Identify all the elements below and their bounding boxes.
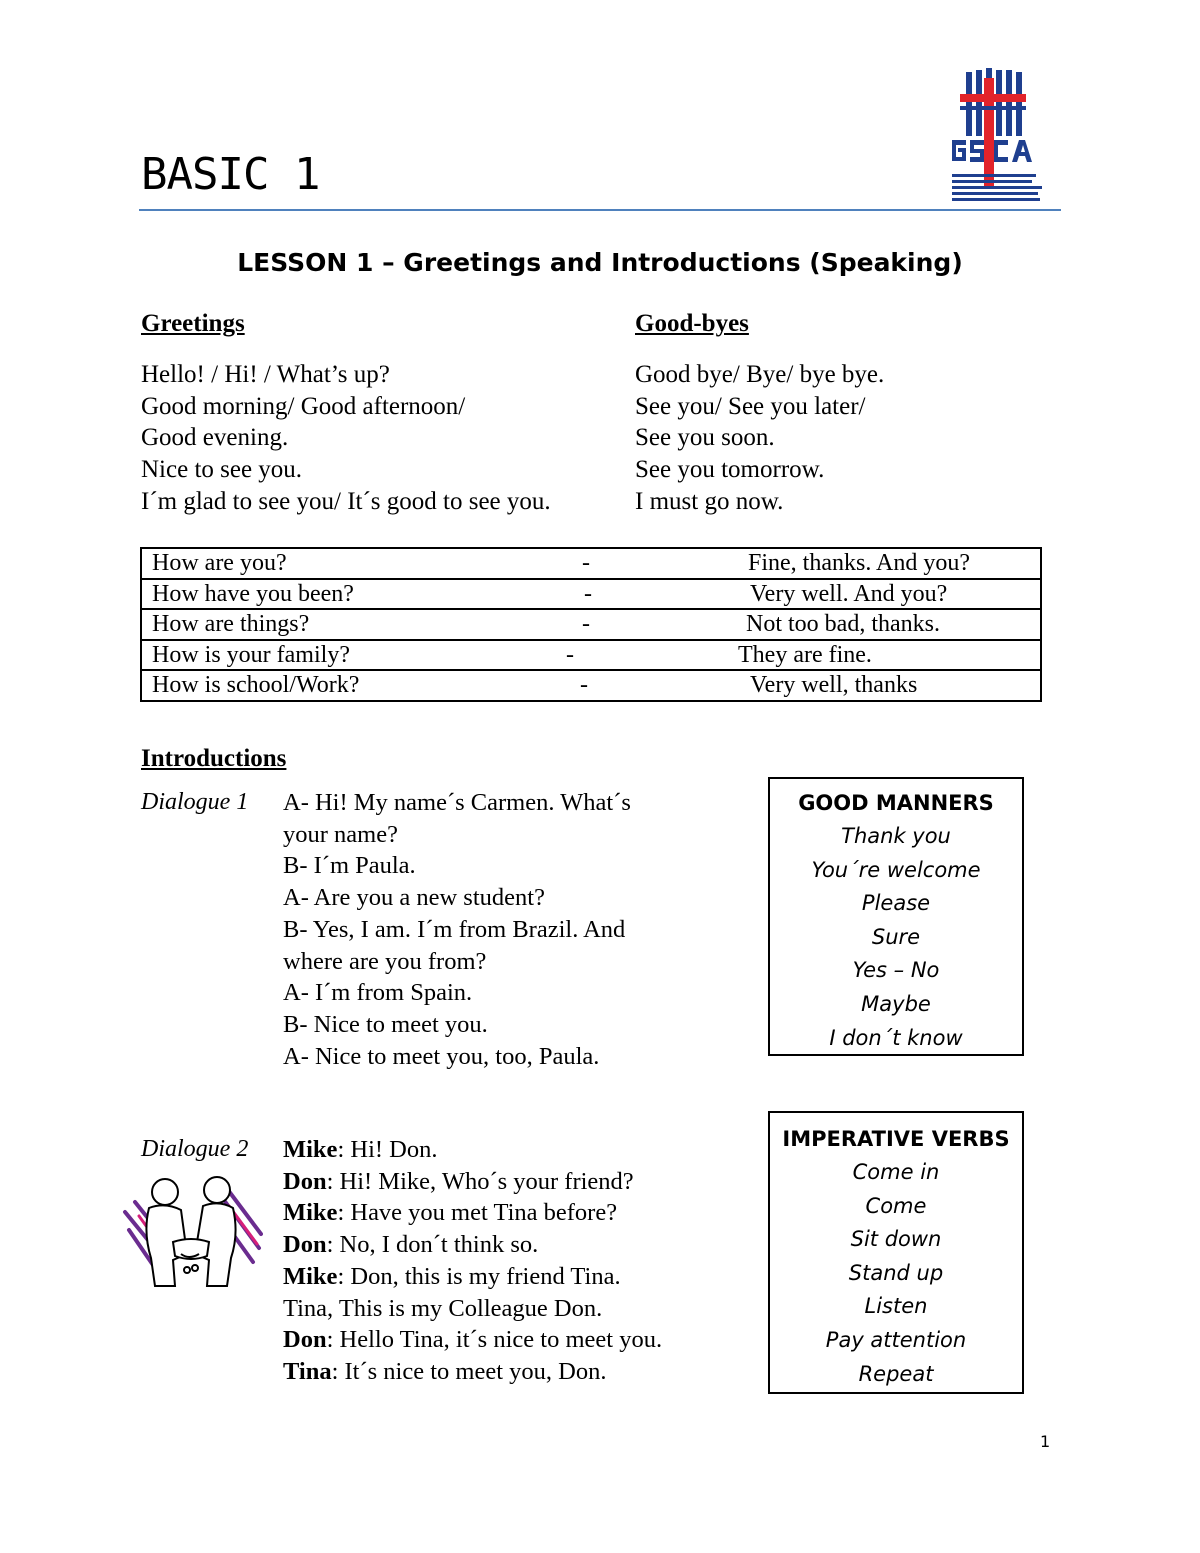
good-manners-item: Sure xyxy=(871,924,921,949)
speaker-name: Don xyxy=(283,1326,327,1354)
dialogue1 xyxy=(283,787,703,1072)
greetings-heading: Greetings xyxy=(141,310,245,337)
dialogue-text: : Hi! Mike, Who´s your friend? xyxy=(326,1167,634,1195)
imperative-verb-item: Listen xyxy=(864,1294,928,1319)
imperative-verb-item: Come xyxy=(865,1193,927,1218)
greeting-phrase: Nice to see you. xyxy=(141,456,303,484)
dash-cell: - xyxy=(580,672,588,698)
dialogue-line: B- I´m Paula. xyxy=(283,852,416,880)
question-cell: How have you been? xyxy=(152,580,354,607)
good-manners-title: GOOD MANNERS xyxy=(798,791,994,815)
greeting-phrase: Good morning/ Good afternoon/ xyxy=(141,392,466,420)
good-manners-item: Yes – No xyxy=(852,958,940,983)
question-cell: How are things? xyxy=(152,611,310,637)
dialogue2-label: Dialogue 2 xyxy=(141,1136,249,1162)
goodbye-phrase: See you tomorrow. xyxy=(635,456,825,484)
answer-cell: Not too bad, thanks. xyxy=(746,611,940,637)
dialogue-line: B- Yes, I am. I´m from Brazil. And xyxy=(283,915,626,943)
imperative-verb-item: Repeat xyxy=(858,1361,934,1386)
dialogue-text: : Hello Tina, it´s nice to meet you. xyxy=(326,1326,663,1354)
imperative-verb-item: Pay attention xyxy=(825,1327,967,1352)
dash-cell: - xyxy=(582,611,590,637)
imperative-verb-item: Sit down xyxy=(850,1227,942,1252)
dash-cell: - xyxy=(566,641,574,668)
good-manners-item: I don´t know xyxy=(829,1025,963,1050)
dialogue-line: where are you from? xyxy=(283,947,487,975)
greeting-phrase: Good evening. xyxy=(141,424,289,452)
dialogue-text: : Don, this is my friend Tina. xyxy=(337,1262,621,1290)
dialogue-text: : Hi! Don. xyxy=(337,1136,438,1163)
dash-cell: - xyxy=(582,550,590,576)
dialogue-text: Tina, This is my Colleague Don. xyxy=(283,1294,603,1322)
answer-cell: Very well. And you? xyxy=(750,580,948,607)
dialogue-line xyxy=(283,1229,753,1261)
goodbyes-section xyxy=(635,309,884,518)
dialogue-line xyxy=(283,1261,753,1293)
dialogue-text: : Have you met Tina before? xyxy=(337,1199,618,1227)
dialogue-line: A- Nice to meet you, too, Paula. xyxy=(283,1042,600,1070)
imperative-verbs-title: IMPERATIVE VERBS xyxy=(782,1127,1010,1151)
dialogue-line: A- I´m from Spain. xyxy=(283,979,473,1007)
dialogue-line: B- Nice to meet you. xyxy=(283,1010,488,1038)
table-row xyxy=(141,670,1041,701)
dialogue-line: A- Are you a new student? xyxy=(283,884,545,912)
goodbye-phrase: I must go now. xyxy=(635,487,784,515)
speaker-name: Tina xyxy=(283,1357,332,1385)
good-manners-item: Thank you xyxy=(841,824,951,848)
dialogue-line xyxy=(283,1356,753,1388)
school-logo xyxy=(932,66,1054,208)
dialogue1-label: Dialogue 1 xyxy=(141,789,249,815)
question-cell: How are you? xyxy=(152,550,287,576)
page-number: 1 xyxy=(1040,1432,1051,1451)
speaker-name: Don xyxy=(283,1167,327,1195)
dialogue-text: : No, I don´t think so. xyxy=(326,1231,539,1259)
question-cell: How is school/Work? xyxy=(152,672,360,698)
dash-cell: - xyxy=(584,580,592,607)
document-title: BASIC 1 xyxy=(141,149,320,200)
answer-cell: Fine, thanks. And you? xyxy=(748,550,970,576)
table-row xyxy=(141,579,1041,610)
table-row xyxy=(141,609,1041,640)
good-manners-box xyxy=(768,777,1024,1056)
handshake-illustration xyxy=(121,1172,263,1292)
goodbye-phrase: See you/ See you later/ xyxy=(635,392,866,420)
title-divider xyxy=(139,209,1061,211)
dialogue-line: your name? xyxy=(283,820,398,848)
greetings-section xyxy=(141,309,551,518)
answer-cell: Very well, thanks xyxy=(750,672,918,698)
goodbyes-heading: Good-byes xyxy=(635,310,749,337)
imperative-verb-item: Stand up xyxy=(848,1260,944,1285)
lesson-heading: LESSON 1 – Greetings and Introductions (Speaking) xyxy=(237,248,963,277)
good-manners-item: You´re welcome xyxy=(811,857,981,882)
dialogue-line xyxy=(283,1197,753,1229)
goodbye-phrase: See you soon. xyxy=(635,424,775,452)
dialogue-line: A- Hi! My name´s Carmen. What´s xyxy=(283,789,631,816)
speaker-name: Mike xyxy=(283,1262,338,1290)
good-manners-item: Maybe xyxy=(861,991,931,1016)
dialogue-line xyxy=(283,1293,753,1325)
answer-cell: They are fine. xyxy=(738,641,872,668)
question-cell: How is your family? xyxy=(152,641,350,668)
speaker-name: Don xyxy=(283,1231,327,1259)
dialogue2 xyxy=(283,1134,753,1388)
greeting-phrase: Hello! / Hi! / What’s up? xyxy=(141,361,390,388)
goodbye-phrase: Good bye/ Bye/ bye bye. xyxy=(635,361,885,388)
greeting-questions-table xyxy=(140,547,1042,702)
dialogue-line xyxy=(283,1324,753,1356)
imperative-verbs-box xyxy=(768,1111,1024,1394)
table-row xyxy=(141,640,1041,671)
speaker-name: Mike xyxy=(283,1199,338,1227)
good-manners-item: Please xyxy=(861,891,931,916)
imperative-verb-item: Come in xyxy=(852,1160,940,1184)
dialogue-text: : It´s nice to meet you, Don. xyxy=(331,1357,607,1385)
greeting-phrase: I´m glad to see you/ It´s good to see you. xyxy=(141,487,551,515)
table-row xyxy=(141,548,1041,579)
speaker-name: Mike xyxy=(283,1136,338,1163)
dialogue-line xyxy=(283,1166,753,1198)
dialogue-line xyxy=(283,1134,753,1166)
introductions-heading: Introductions xyxy=(141,745,287,772)
